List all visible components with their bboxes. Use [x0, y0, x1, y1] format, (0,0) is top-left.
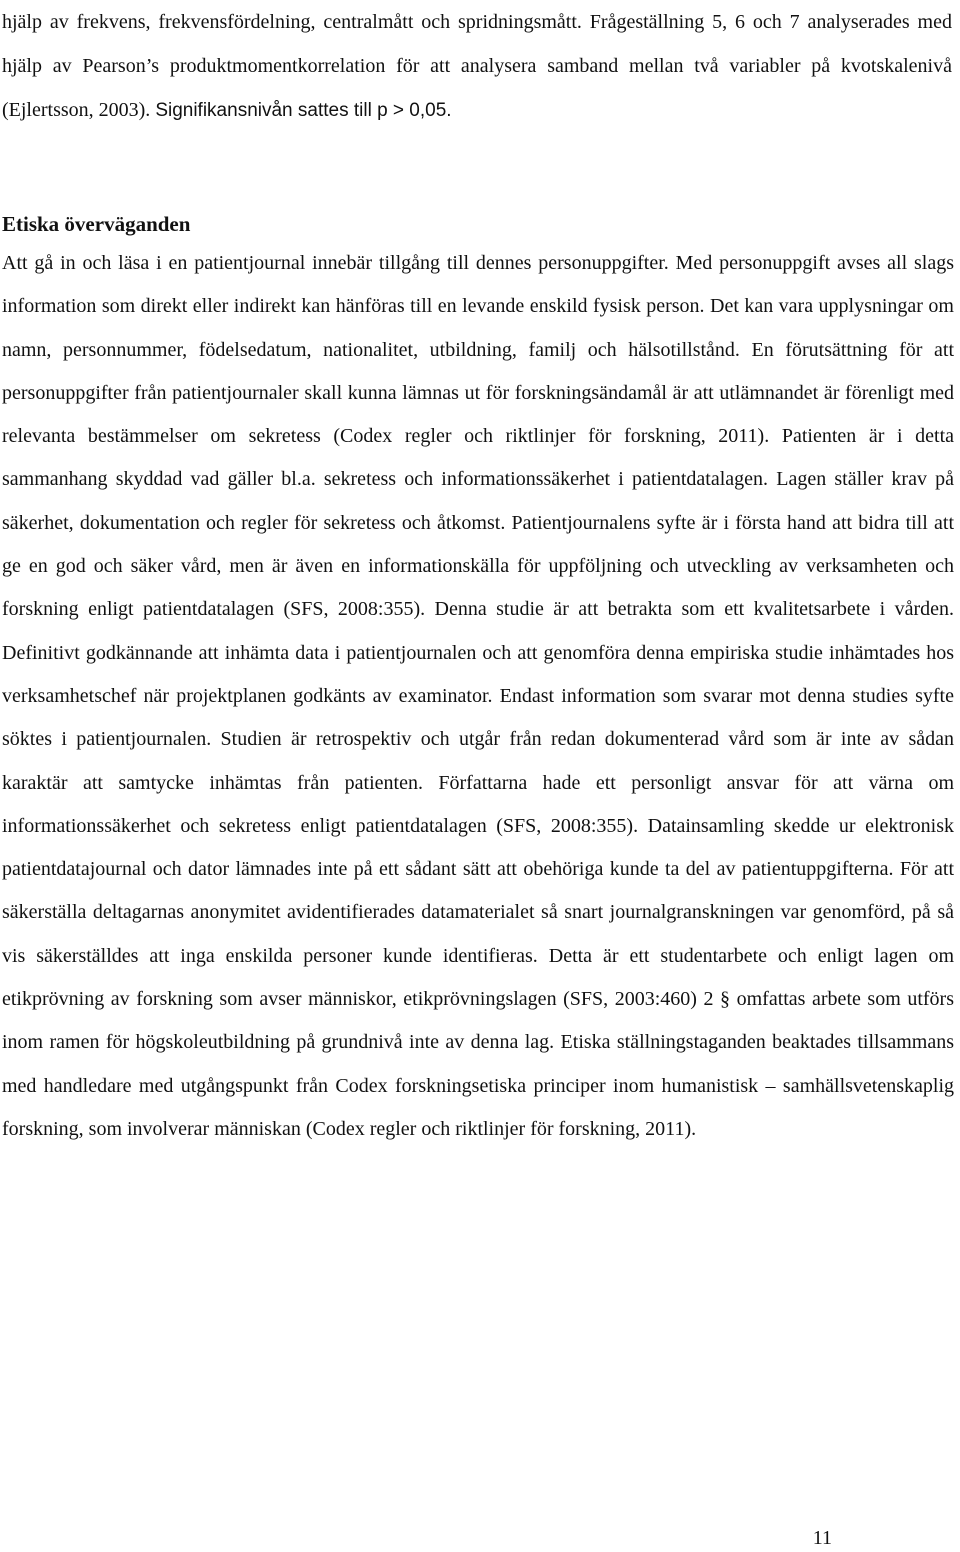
sentence: Patienten är i detta sammanhang skyddad vad gäller bl.a. sekretess och informationssäkerhet i patientdatalagen. [2, 425, 955, 491]
sentence: Datainsamling skedde ur elektronisk patientdatajournal och dator lämnades inte på ett sådant sätt att obehöriga kunde ta del av patientuppgifterna. [2, 814, 954, 881]
intro-paragraph [2, 0, 952, 133]
ethics-paragraph [2, 242, 954, 1151]
sentence: Definitivt godkännande att inhämta data i patientjournalen och att genomföra denna empiriska studie inhämtades hos verksamhetschef när projektplanen godkänts av examinator. [2, 641, 954, 707]
sentence: Etiska ställningstaganden beaktades tillsammans med handledare med utgångspunkt från Codex forskningsetiska principer inom humanistisk – samhällsvetenskaplig forskning, som involverar människan (Codex regler och riktlinjer för forskning, 2011). [2, 1031, 955, 1140]
sentence: Detta är ett studentarbete och enligt lagen om etikprövning av forskning som avser människor, etikprövningslagen (SFS, 2003:460) 2 § omfattas arbete som utförs inom ramen för högskoleutbildning på grundnivå inte av denna lag. [2, 944, 955, 1054]
significance-sentence: Signifikansnivån sattes till p > 0,05. [155, 100, 452, 121]
sentence: Denna studie är att betrakta som ett kvalitetsarbete i vården. [434, 598, 954, 621]
page-number: 11 [812, 1527, 832, 1549]
sentence: Att gå in och läsa i en patientjournal innebär tillgång till dennes personuppgifter. [2, 252, 676, 274]
sentence: Lagen ställer krav på säkerhet, dokumentation och regler för sekretess och åtkomst. [2, 468, 954, 534]
sentence: För att säkerställa deltagarnas anonymitet avidentifierades datamaterialet så snart journalgranskningen var genomförd, på så vis säkerställdes att inga enskilda personer kunde identifieras. [2, 858, 954, 967]
section-heading: Etiska överväganden [2, 212, 191, 236]
sentence: Patientjournalens syfte är i första hand att bidra till att ge en god och säker vård, men är även en informationskälla för uppföljning och utveckling av verksamheten och forskning enligt patientdatalagen (SFS, 2008:355). [2, 511, 955, 621]
sentence: Studien är retrospektiv och utgår från redan dokumenterad vård som är inte av sådan karaktär att samtycke inhämtas från patienten. [2, 728, 954, 794]
sentence: Med personuppgift avses all slags information som direkt eller indirekt kan hänföras till en levande enskild fysisk person. [2, 252, 954, 318]
intro-text: hjälp av frekvens, frekvensfördelning, centralmått och spridningsmått. Frågeställning 5, 6 och 7 analyserades med hjälp av Pearson’s produktmomentkorrelation för att analysera samband mellan två variabler på kvotskalenivå (Ejlertsson, 2003). [2, 11, 952, 121]
sentence: Författarna hade ett personligt ansvar för att värna om informationssäkerhet och sekretess enligt patientdatalagen (SFS, 2008:355). [2, 771, 954, 837]
sentence: Endast information som svarar mot denna studies syfte söktes i patientjournalen. [2, 684, 954, 751]
sentence: En förutsättning för att personuppgifter från patientjournaler skall kunna lämnas ut för forskningsändamål är att utlämnandet är förenligt med relevanta bestämmelser om sekretess (Codex regler och riktlinjer för forskning, 2011). [2, 338, 954, 448]
sentence: Det kan vara upplysningar om namn, personnummer, födelsedatum, nationalitet, utbildning, familj och hälsotillstånd. [2, 295, 954, 361]
